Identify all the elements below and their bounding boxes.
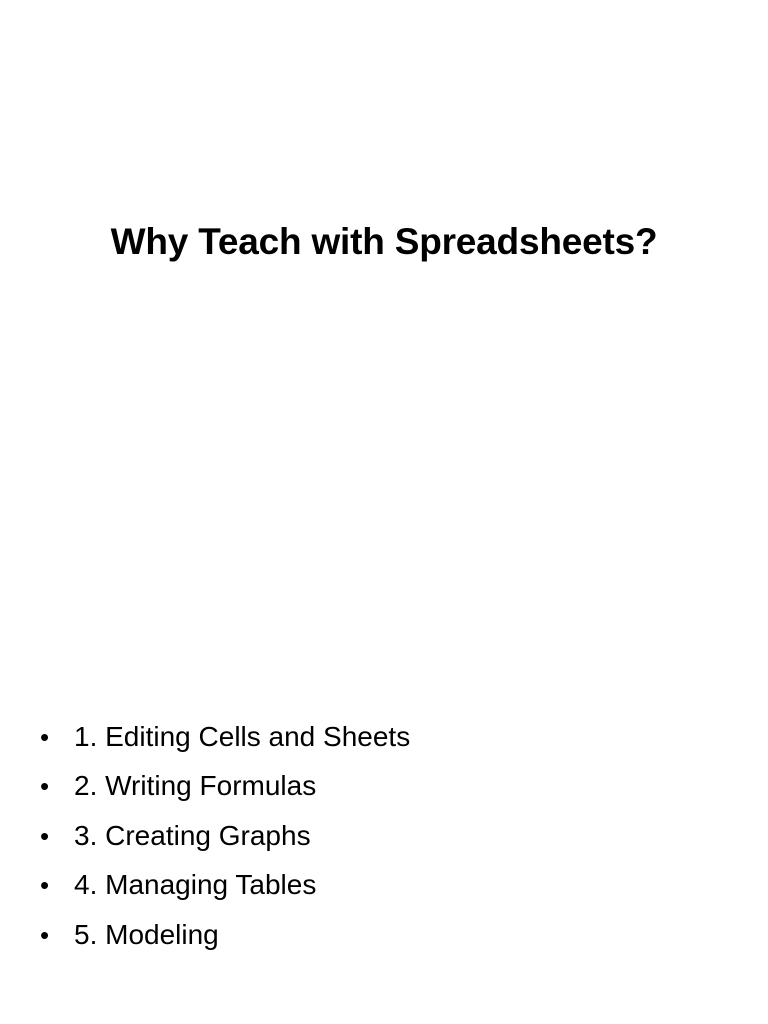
list-item-text: 2. Writing Formulas bbox=[74, 770, 317, 802]
list-item bbox=[40, 811, 410, 860]
bullet-icon: • bbox=[40, 722, 50, 752]
list-item-text: 5. Modeling bbox=[74, 918, 219, 950]
list-item bbox=[40, 712, 410, 761]
list-item-text: 3. Creating Graphs bbox=[74, 819, 311, 851]
bullet-icon: • bbox=[40, 820, 50, 851]
bullet-icon: • bbox=[40, 771, 50, 802]
list-item bbox=[40, 860, 410, 909]
list-item bbox=[40, 910, 410, 959]
bullet-icon: • bbox=[40, 919, 50, 950]
list-item-text: 1. Editing Cells and Sheets bbox=[74, 721, 411, 752]
bullet-list bbox=[40, 712, 410, 959]
bullet-icon: • bbox=[40, 870, 50, 901]
list-item-text: 4. Managing Tables bbox=[74, 869, 317, 901]
slide-title: Why Teach with Spreadsheets? bbox=[110, 221, 658, 262]
list-item bbox=[40, 761, 410, 810]
